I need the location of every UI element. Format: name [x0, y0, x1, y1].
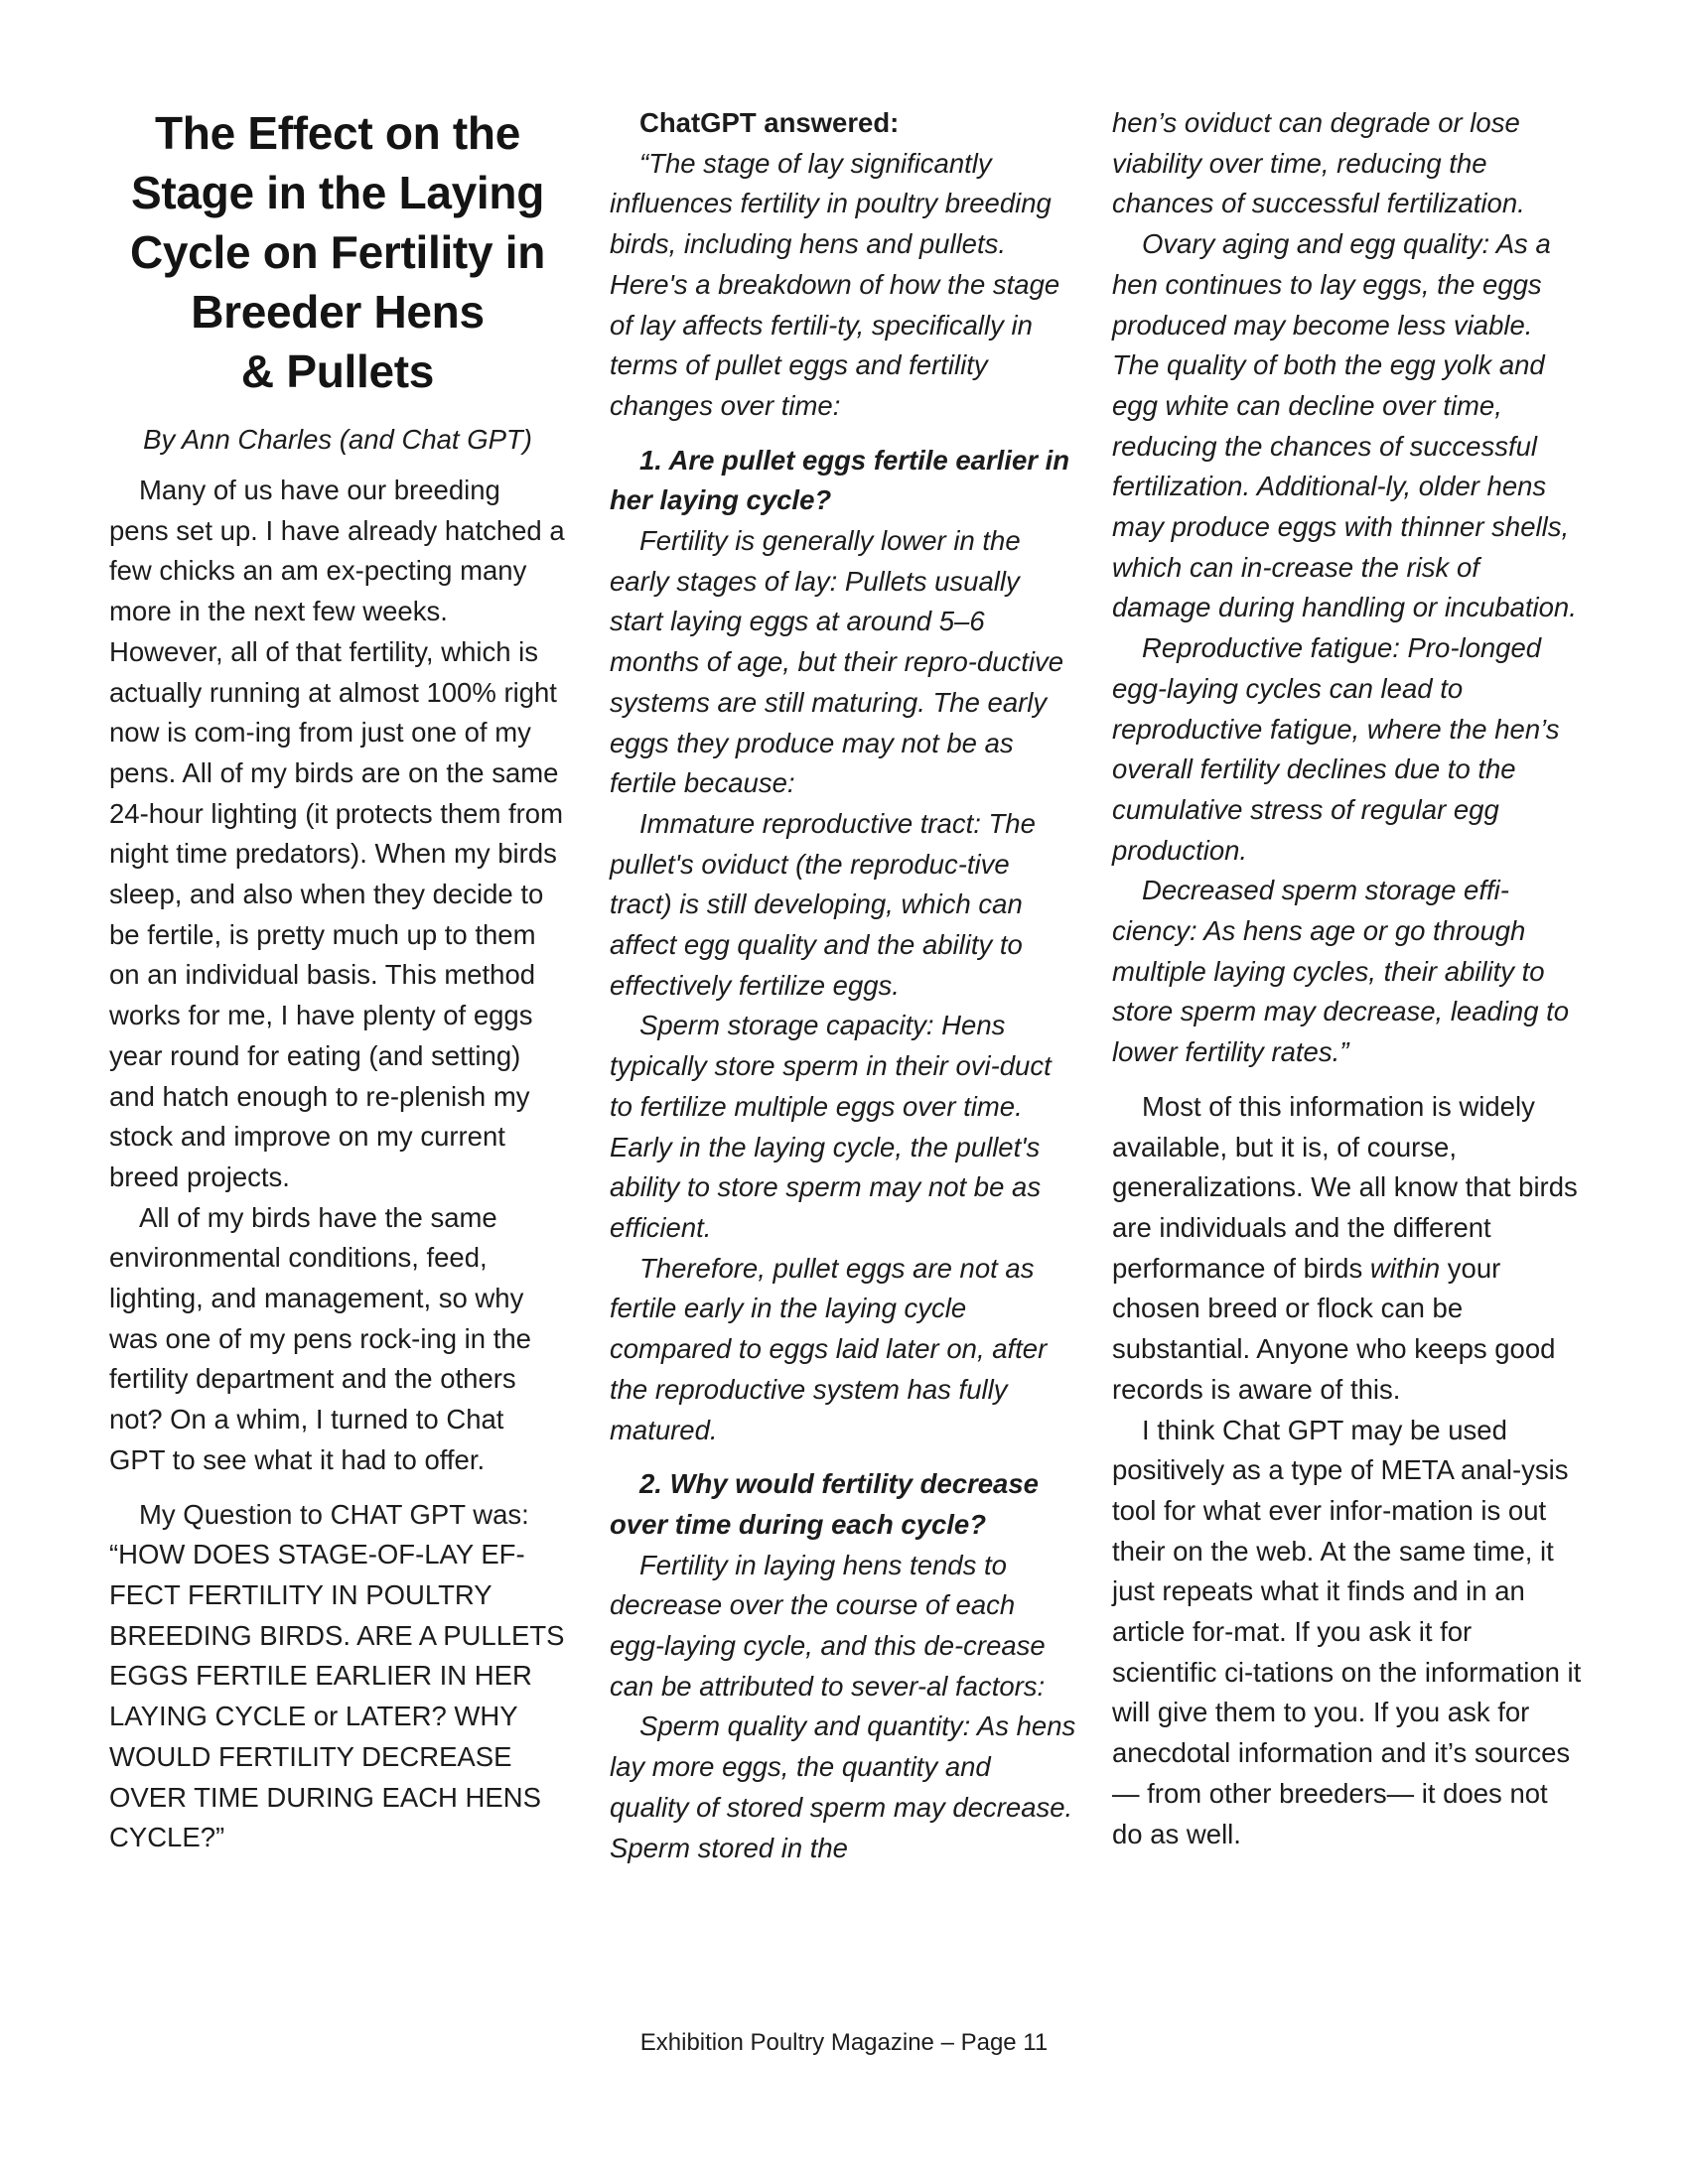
- body-paragraph: I think Chat GPT may be used positively as a type of META anal-ysis tool for what ever infor-mation is out their on the web. At the same time, it just repeats what it finds and in an article for-mat. If you ask it for scientific ci-tations on the information it will give them to you. If you ask for anecdotal information and it’s sources — from other breeders— it does not do as well.: [1112, 1414, 1582, 1849]
- answer-heading: ChatGPT answered:: [639, 107, 900, 138]
- title-line: Breeder Hens: [191, 286, 485, 338]
- answer-paragraph: hen’s oviduct can degrade or lose viability over time, reducing the chances of successful fertilization.: [1112, 107, 1525, 219]
- column-2: [610, 103, 1076, 1868]
- answer-paragraph: Ovary aging and egg quality: As a hen continues to lay eggs, the eggs produced may become less viable. The quality of both the egg yolk and egg white can decline over time, reducing the chances of successful fertilization. Additional-ly, older hens may produce eggs with thinner shells, which can in-crease the risk of damage during handling or incubation.: [1112, 228, 1577, 623]
- answer-paragraph: Immature reproductive tract: The pullet's oviduct (the reproduc-tive tract) is still developing, which can affect egg quality and the ability to effectively fertilize eggs.: [610, 807, 1036, 1001]
- title-line: Stage in the Laying: [130, 167, 545, 218]
- answer-paragraph: Decreased sperm storage effi-ciency: As hens age or go through multiple laying cycles, their ability to store sperm may decrease, leading to lower fertility rates.”: [1112, 875, 1570, 1068]
- body-paragraph: My Question to CHAT GPT was:: [139, 1498, 529, 1530]
- answer-paragraph: Sperm storage capacity: Hens typically store sperm in their ovi-duct to fertilize multiple eggs over time. Early in the laying cycle, the pullet's ability to store sperm may not be as efficient.: [610, 1010, 1052, 1243]
- answer-paragraph: Sperm quality and quantity: As hens lay more eggs, the quantity and quality of stored sperm may decrease. Sperm stored in the: [610, 1710, 1076, 1863]
- page-footer: Exhibition Poultry Magazine – Page 11: [639, 2029, 1049, 2056]
- column-1: [109, 103, 566, 1858]
- section-heading: 2. Why would fertility decrease over time during each cycle?: [610, 1468, 1039, 1540]
- answer-paragraph: Fertility is generally lower in the early stages of lay: Pullets usually start laying eggs at around 5–6 months of age, but their repro-ductive systems are still maturing. The early eggs they produce may not be as fertile because:: [610, 525, 1064, 799]
- title-line: & Pullets: [240, 345, 435, 397]
- answer-paragraph: Fertility in laying hens tends to decrease over the course of each egg-laying cycle, and this de-crease can be attributed to sever-al factors:: [610, 1549, 1046, 1702]
- body-paragraph: [1112, 1087, 1584, 1411]
- byline: By Ann Charles (and Chat GPT): [143, 424, 532, 455]
- section-heading: 1. Are pullet eggs fertile earlier in her laying cycle?: [610, 444, 1070, 516]
- answer-paragraph: Therefore, pullet eggs are not as fertile early in the laying cycle compared to eggs laid later on, after the reproductive system has fully matured.: [610, 1252, 1048, 1445]
- question-text: “HOW DOES STAGE-OF-LAY EF-FECT FERTILITY IN POULTRY BREEDING BIRDS. ARE A PULLETS EGGS FERTILE EARLIER IN HER LAYING CYCLE or LATER? WHY WOULD FERTILITY DECREASE OVER TIME DURING EACH HENS CYCLE?”: [109, 1539, 565, 1853]
- column-3: [1112, 103, 1584, 1854]
- body-paragraph: All of my birds have the same environmental conditions, feed, lighting, and management, so why was one of my pens rock-ing in the fertility department and the others not? On a whim, I turned to Chat GPT to see what it had to offer.: [109, 1201, 531, 1475]
- title-line: The Effect on the: [154, 107, 521, 159]
- article-title: [109, 103, 566, 401]
- title-line: Cycle on Fertility in: [129, 226, 545, 278]
- text-span: your chosen breed or flock can be substantial. Anyone who keeps good records is aware of this.: [1112, 1252, 1556, 1405]
- answer-paragraph: Reproductive fatigue: Pro-longed egg-laying cycles can lead to reproductive fatigue, where the hen’s overall fertility declines due to the cumulative stress of regular egg production.: [1112, 632, 1560, 866]
- text-span: Most of this information is widely available, but it is, of course, generalizations. We all know that birds are individuals and the different performance of birds: [1112, 1090, 1578, 1284]
- body-paragraph: Many of us have our breeding pens set up. I have already hatched a few chicks an am ex-pecting many more in the next few weeks. However, all of that fertility, which is actually running at almost 100% right now is com-ing from just one of my pens. All of my birds are on the same 24-hour lighting (it protects them from night time predators). When my birds sleep, and also when they decide to be fertile, is pretty much up to them on an individual basis. This method works for me, I have plenty of eggs year round for eating (and setting) and hatch enough to re-plenish my stock and improve on my current breed projects.: [109, 475, 565, 1192]
- emphasis-text: within: [1369, 1252, 1441, 1284]
- answer-paragraph: “The stage of lay significantly influences fertility in poultry breeding birds, including hens and pullets. Here's a breakdown of how the stage of lay affects fertili-ty, specifically in terms of pullet eggs and fertility changes over time:: [610, 147, 1060, 421]
